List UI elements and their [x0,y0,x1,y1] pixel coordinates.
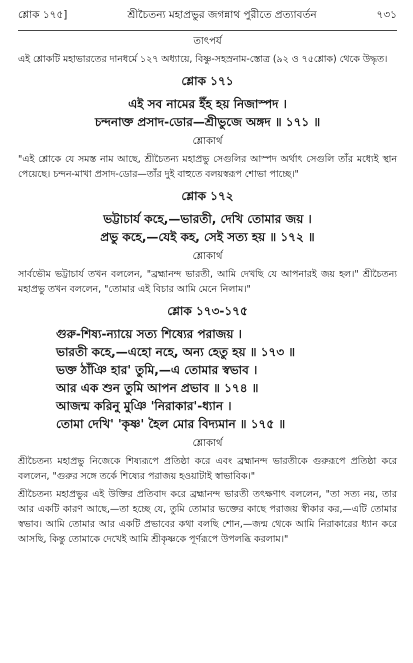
verse-line: চন্দনাক্ত প্রসাদ-ডোর—শ্রীভুজে অঙ্গদ ॥ ১৭১ ॥ [94,115,321,129]
header-chapter-title: শ্রীচৈতন্য মহাপ্রভুর জগন্নাথ পুরীতে প্রত্যাবর্তন [127,9,317,21]
verse-block [18,325,397,433]
purport-label: তাৎপর্য [193,36,222,47]
translation-text: শ্রীচৈতন্য মহাপ্রভুর এই উক্তির প্রতিবাদ করে ব্রহ্মানন্দ ভারতী তৎক্ষণাৎ বললেন, "তা সত্য নয়, তার আর একটি কারণ আছে,—তা হচ্ছে যে, তুমি তোমার ভক্তের কাছে পরাজয় স্বীকার কর,—এটি তোমার স্বভাব। আমি তোমার আর একটি প্রভাবের কথা বলছি শোন,—জন্ম থেকে আমি নিরাকারের ধ্যান করে আসছি, কিন্তু তোমাকে দেখেই আমি শ্রীকৃষ্ণকে পূর্ণরূপে উপলব্ধি করলাম।" [18,489,397,545]
translation-label: শ্লোকার্থ [192,438,223,449]
page-number: ৭৩১ [376,9,397,21]
verse-title-172: শ্লোক ১৭২ [181,189,234,203]
verse-title-171: শ্লোক ১৭১ [181,74,234,88]
verse-line: আজন্ম করিনু মুঞি 'নিরাকার'-ধ্যান । [56,399,232,413]
purport-text: এই শ্লোকটি মহাভারতের দানধর্মে ১২৭ অধ্যায়ে, বিষ্ণু-সহস্রনাম-স্তোত্র (৯২ ও ৭৫শ্লোক) থেকে উদ্ধৃত। [18,54,388,65]
verse-line: ভট্টাচার্য কহে,—ভারতী, দেখি তোমার জয় । [103,212,312,226]
translation-label: শ্লোকার্থ [192,251,223,262]
verse-line: তোমা দেখি' 'কৃষ্ণ' হৈল মোর বিদ্যমান ॥ ১৭৫ ॥ [56,417,286,431]
verse-line: প্রভু কহে,—যেই কহ, সেই সত্য হয় ॥ ১৭২ ॥ [100,230,315,244]
verse-line: এই সব নামের ইঁহ হয় নিজাস্পদ । [128,97,287,111]
verse-line: ভারতী কহে,—এহো নহে, অন্য হেতু হয় ॥ ১৭৩ ॥ [56,345,296,359]
header-verse-ref: শ্লোক ১৭৫] [18,9,68,21]
translation-text: সার্বভৌম ভট্টাচার্য তখন বললেন, "ব্রহ্মানন্দ ভারতী, আমি দেখছি যে আপনারই জয় হল।" শ্রীচৈতন্য মহাপ্রভু তখন বললেন, "তোমার এই বিচার আমি মেনে নিলাম।" [18,269,397,295]
translation-label: শ্লোকার্থ [192,136,223,147]
running-header [18,8,397,31]
verse-title-173-175: শ্লোক ১৭৩-১৭৫ [167,304,248,318]
translation-text: "এই শ্লোকে যে সমস্ত নাম আছে, শ্রীচৈতন্য মহাপ্রভু সেগুলির আস্পদ অর্থাৎ সেগুলি তাঁর মধ্যেই স্থান পেয়েছে। চন্দন-মাখা প্রসাদ-ডোর—তাঁর দুই বাহুতে বলয়স্বরূপ শোভা পাচ্ছে।" [18,154,397,180]
translation-text: শ্রীচৈতন্য মহাপ্রভু নিজেকে শিষ্যরূপে প্রতিষ্ঠা করে এবং ব্রহ্মানন্দ ভারতীকে গুরুরূপে প্রতিষ্ঠা করে বললেন, "গুরুর সঙ্গে তর্কে শিষ্যের পরাজয় হওয়াটাই স্বাভাবিক।" [18,456,397,482]
verse-line: ভক্ত ঠাঁঞি হার' তুমি,—এ তোমার স্বভাব । [56,363,258,377]
verse-line: আর এক শুন তুমি আপন প্রভাব ॥ ১৭৪ ॥ [56,381,259,395]
verse-line: গুরু-শিষ্য-ন্যায়ে সত্য শিষ্যের পরাজয় । [56,327,242,341]
